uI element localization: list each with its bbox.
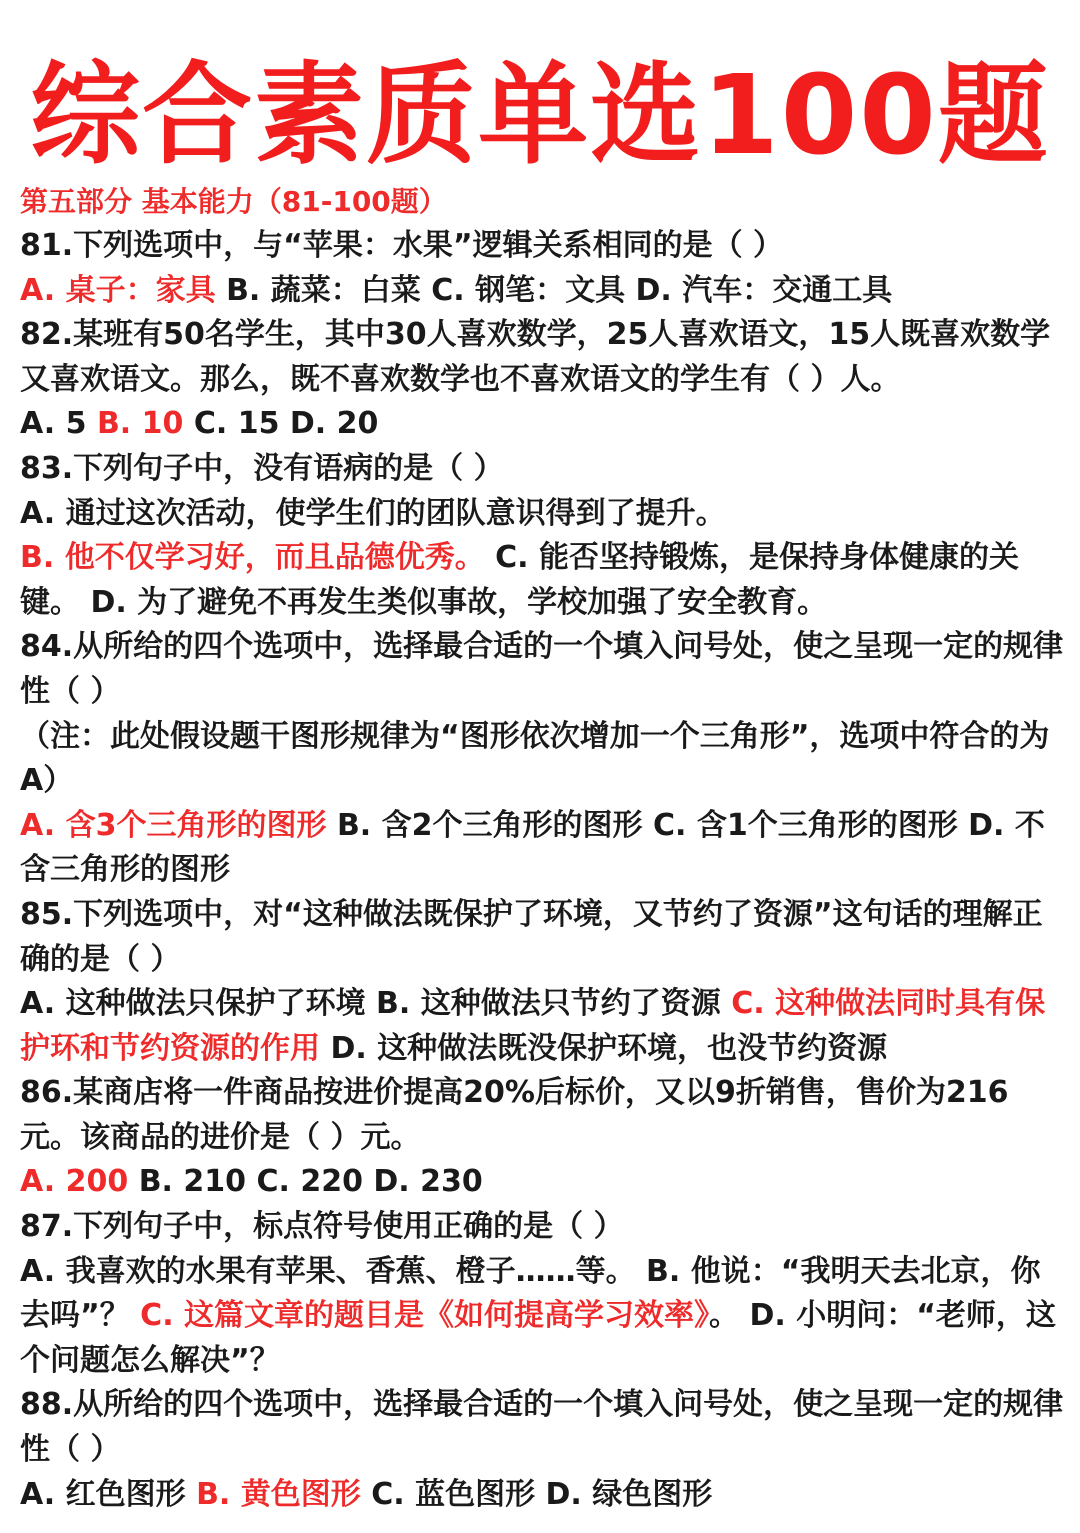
option-text: A. 5 [20, 406, 97, 442]
question-options [20, 1160, 1065, 1205]
option-text: B. 210 C. 220 D. 230 [128, 1164, 483, 1200]
section-heading: 第五部分 基本能力（81-100题） [20, 185, 447, 218]
question-stem: 87.下列句子中，标点符号使用正确的是（ ） [20, 1209, 624, 1245]
option-text: 。 D. 小明问：“老师，这个问题怎么解决”？ [20, 1298, 1056, 1378]
option-text: B. 含2个三角形的图形 C. 含1个三角形的图形 D. 不含三角形的图形 [20, 807, 1045, 888]
question-86 [20, 1071, 1065, 1205]
question-options [20, 536, 1065, 625]
correct-answer: A. 含3个三角形的图形 [20, 807, 327, 843]
page-title: 综合素质单选100题 [30, 51, 1050, 179]
option-text: C. 15 D. 20 [183, 406, 379, 442]
correct-answer: C. 这种做法同时具有保护环和节约资源的作用 [20, 986, 1046, 1066]
question-options [20, 1250, 1065, 1384]
option-text: A. 这种做法只保护了环境 B. 这种做法只节约了资源 [20, 986, 732, 1022]
correct-answer: A. 200 [20, 1164, 129, 1200]
question-options [20, 402, 1065, 447]
option-text: B. 蔬菜：白菜 C. 钢笔：文具 D. 汽车：交通工具 [226, 272, 893, 308]
option-text: A. 红色图形 [20, 1476, 197, 1512]
question-84 [20, 625, 1065, 893]
question-options [20, 982, 1065, 1071]
question-options [20, 804, 1065, 893]
option-text: A. 我喜欢的水果有苹果、香蕉、橙子……等。 B. 他说：“我明天去北京，你去吗”？ [20, 1253, 1041, 1334]
question-87 [20, 1205, 1065, 1383]
question-options [20, 1473, 1065, 1518]
question-82 [20, 313, 1065, 447]
question-note: （注：此处假设题干图形规律为“图形依次增加一个三角形”，选项中符合的为A） [20, 718, 1050, 799]
question-stem: 81.下列选项中，与“苹果：水果”逻辑关系相同的是（ ） [20, 228, 784, 263]
question-stem: 85.下列选项中，对“这种做法既保护了环境，又节约了资源”这句话的理解正确的是（ ） [20, 896, 1043, 977]
question-stem: 86.某商店将一件商品按进价提高20%后标价，又以9折销售，售价为216元。该商品的进价是（ ）元。 [20, 1075, 1009, 1155]
question-83 [20, 447, 1065, 625]
correct-answer: B. 他不仅学习好，而且品德优秀。 [20, 540, 485, 576]
question-list [20, 224, 1065, 1517]
correct-answer: A. 桌子：家具 [20, 272, 227, 308]
question-85 [20, 893, 1065, 1071]
question-stem: 84.从所给的四个选项中，选择最合适的一个填入问号处，使之呈现一定的规律性（ ） [20, 629, 1064, 709]
correct-answer: C. 这篇文章的题目是《如何提高学习效率》 [140, 1298, 710, 1334]
option-text: C. 蓝色图形 D. 绿色图形 [360, 1476, 713, 1512]
question-options [20, 269, 1065, 314]
question-81 [20, 224, 1065, 313]
question-stem: 83.下列句子中，没有语病的是（ ） [20, 450, 504, 486]
correct-answer: B. 10 [96, 406, 184, 442]
option-line: A. 通过这次活动，使学生们的团队意识得到了提升。 [20, 495, 726, 531]
option-text: C. 能否坚持锻炼，是保持身体健康的关键。 D. 为了避免不再发生类似事故，学校加强了安全教育。 [20, 540, 1020, 620]
question-stem: 82.某班有50名学生，其中30人喜欢数学，25人喜欢语文，15人既喜欢数学又喜欢语文。那么，既不喜欢数学也不喜欢语文的学生有（ ）人。 [20, 317, 1051, 397]
question-88 [20, 1383, 1065, 1517]
question-stem: 88.从所给的四个选项中，选择最合适的一个填入问号处，使之呈现一定的规律性（ ） [20, 1387, 1064, 1468]
option-text: D. 这种做法既没保护环境，也没节约资源 [320, 1030, 888, 1066]
correct-answer: B. 黄色图形 [196, 1476, 361, 1512]
